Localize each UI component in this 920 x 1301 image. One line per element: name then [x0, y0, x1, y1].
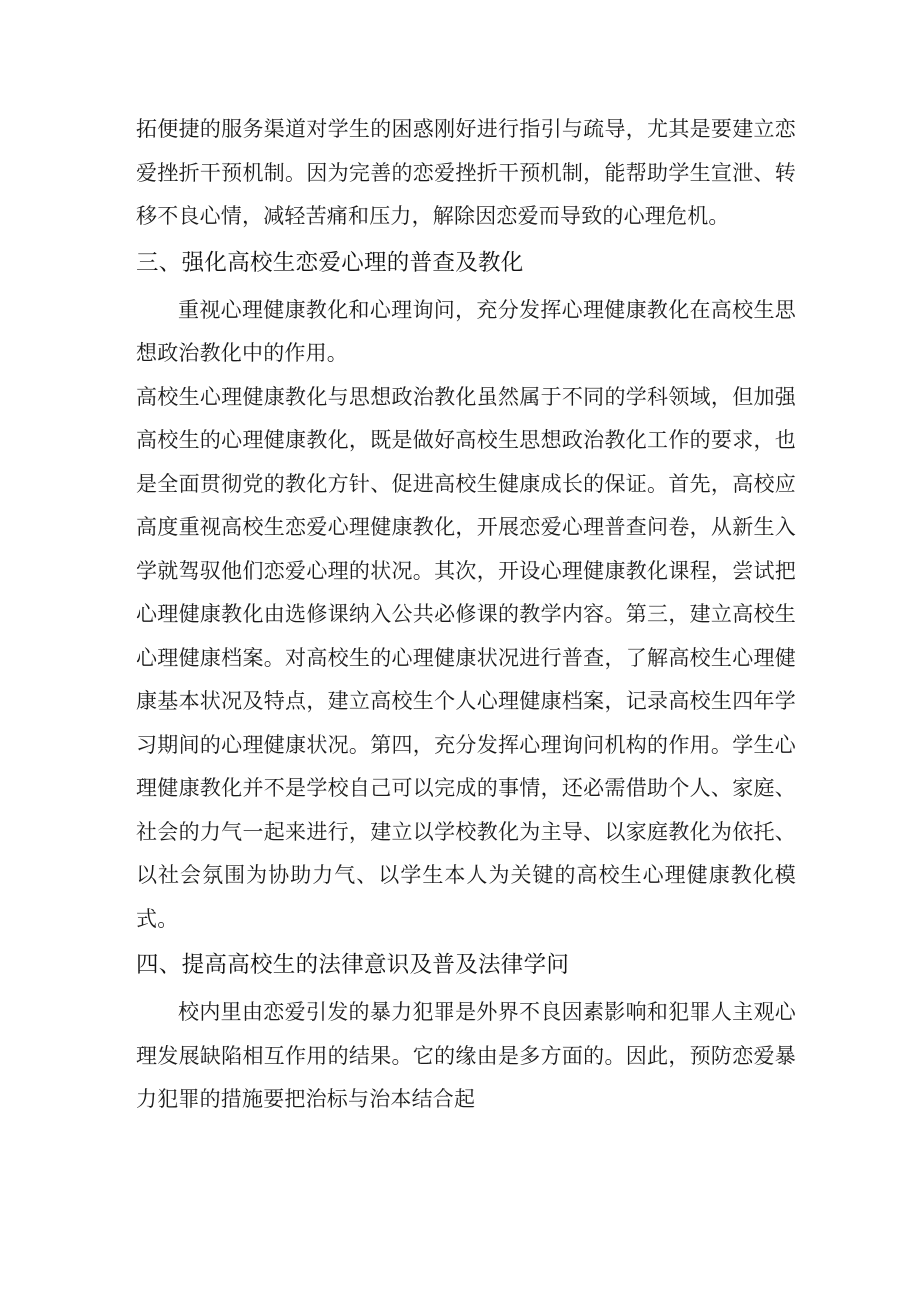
paragraph-body-3: 高校生心理健康教化与思想政治教化虽然属于不同的学科领域，但加强高校生的心理健康教化，既是做好高校生思想政治教化工作的要求，也是全面贯彻党的教化方针、促进高校生健康成长的保证。首先，高校应高度重视高校生恋爱心理健康教化，开展恋爱心理普查问卷，从新生入学就驾驭他们恋爱心理的状况。其次，开设心理健康教化课程，尝试把心理健康教化由选修课纳入公共必修课的教学内容。第三，建立高校生心理健康档案。对高校生的心理健康状况进行普查，了解高校生心理健康基本状况及特点，建立高校生个人心理健康档案，记录高校生四年学习期间的心理健康状况。第四，充分发挥心理询问机构的作用。学生心理健康教化并不是学校自己可以完成的事情，还必需借助个人、家庭、社会的力气一起来进行，建立以学校教化为主导、以家庭教化为依托、以社会氛围为协助力气、以学生本人为关键的高校生心理健康教化模式。	[136, 384, 796, 931]
paragraph-continued: 拓便捷的服务渠道对学生的困惑刚好进行指引与疏导，尤其是要建立恋爱挫折干预机制。因为完善的恋爱挫折干预机制，能帮助学生宣泄、转移不良心情，减轻苦痛和压力，解除因恋爱而导致的心理危机。	[136, 117, 796, 228]
section-heading-4: 四、提高高校生的法律意识及普及法律学问	[136, 952, 570, 978]
document-body	[136, 108, 796, 1122]
paragraph-intro-3: 重视心理健康教化和心理询问，充分发挥心理健康教化在高校生思想政治教化中的作用。	[136, 297, 796, 365]
paragraph-intro-4: 校内里由恋爱引发的暴力犯罪是外界不良因素影响和犯罪人主观心理发展缺陷相互作用的结果。它的缘由是多方面的。因此，预防恋爱暴力犯罪的措施要把治标与治本结合起	[136, 1000, 796, 1111]
section-heading-3: 三、强化高校生恋爱心理的普查及教化	[136, 249, 524, 276]
